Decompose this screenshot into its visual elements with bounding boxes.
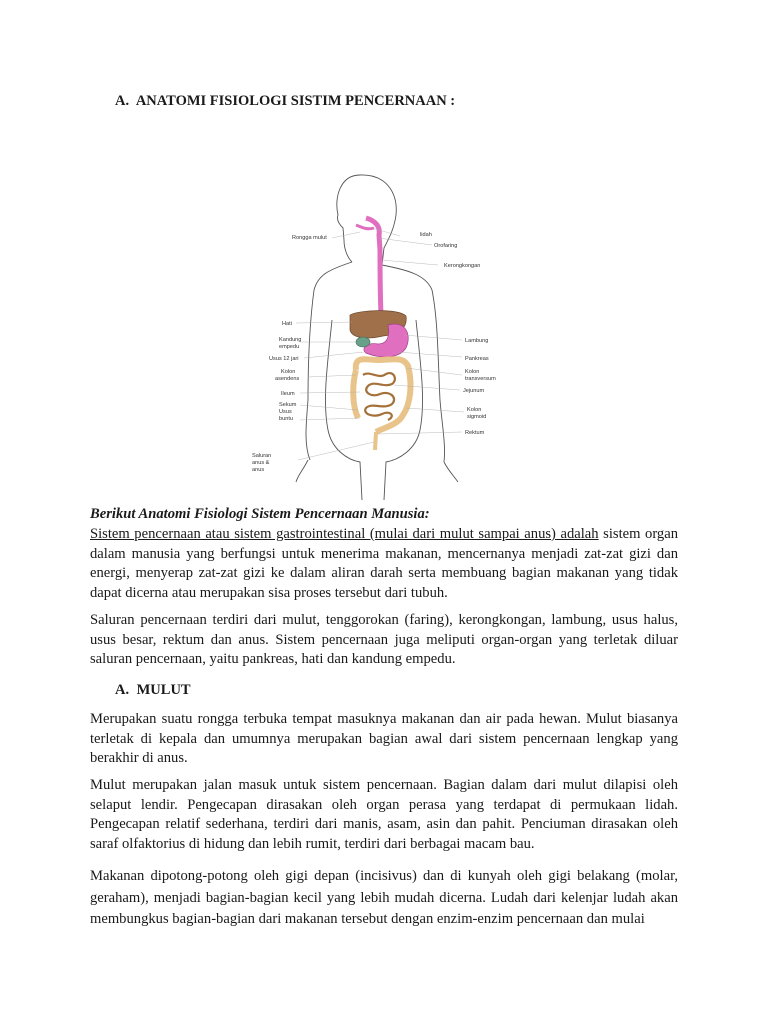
definition-underlined-text: Sistem pencernaan atau sistem gastrointestinal (mulai dari mulut sampai anus) adalah (90, 526, 599, 542)
section-heading-mulut (115, 682, 191, 699)
paragraph-mulut-pengecapan: Mulut merupakan jalan masuk untuk sistem pencernaan. Bagian dalam dari mulut dilapisi oleh selaput lendir. Pengecapan dirasakan oleh organ perasa yang terdapat di permukaan lidah. Pengecapan relatif sederhana, terdiri dari manis, asam, asin dan pahit. Penciuman dirasakan oleh saraf olfaktorius di hidung dan lebih rumit, terdiri dari berbagai macam bau. (90, 777, 678, 852)
label-hati: Hati (282, 321, 292, 327)
heading-text: MULUT (136, 682, 191, 698)
label-jejunum: Jejunum (463, 388, 485, 394)
label-kolon-transversum-2: transversum (465, 376, 496, 382)
label-lambung: Lambung (465, 338, 489, 344)
label-kolon-asendens-2: asendens (275, 376, 300, 382)
label-usus-buntu-2: buntu (279, 416, 293, 422)
label-kandung-2: empedu (279, 344, 300, 350)
gallbladder (356, 337, 370, 347)
heading-number: A. (115, 93, 130, 109)
label-kolon-sigmoid-2: sigmoid (467, 414, 487, 420)
label-lidah: lidah (420, 232, 432, 238)
figure-caption: Berikut Anatomi Fisiologi Sistem Pencernaan Manusia: (90, 506, 430, 522)
section-heading-anatomi (115, 93, 455, 110)
large-intestine (353, 359, 410, 432)
paragraph-saluran: Saluran pencernaan terdiri dari mulut, tenggorokan (faring), kerongkongan, lambung, usus halus, usus besar, rektum dan anus. Sistem pencernaan juga meliputi organ-organ yang terletak diluar saluran pencernaan, yaitu pankreas, hati dan kandung empedu. (90, 612, 678, 668)
definition-rest-text: sistem organ dalam manusia yang berfungsi untuk menerima makanan, mencernanya menjadi zat-zat gizi dan energi, menyerap zat-zat gizi ke dalam aliran darah serta membuang bagian makanan yang tidak dapat dicerna atau merupakan sisa proses tersebut dari tubuh. (90, 526, 678, 601)
paragraph-mulut-gigi: Makanan dipotong-potong oleh gigi depan (incisivus) dan di kunyah oleh gigi belakang (molar, geraham), menjadi bagian-bagian kecil yang lebih mudah dicerna. Ludah dari kelenjar ludah akan membungkus bagian-bagian dari makanan tersebut dengan enzim-enzim pencernaan dan mulai (90, 868, 678, 927)
paragraph-definition (90, 525, 678, 603)
rectum (375, 432, 376, 450)
label-rektum: Rektum (465, 430, 485, 436)
label-sekum: Sekum (279, 402, 297, 408)
heading-text: ANATOMI FISIOLOGI SISTIM PENCERNAAN : (135, 93, 456, 109)
label-kolon-transversum-1: Kolon (465, 369, 480, 375)
label-kandung-1: Kandung (279, 337, 302, 343)
label-kerongkongan: Kerongkongan (444, 263, 481, 269)
digestive-system-illustration (248, 170, 508, 500)
label-ileum: Ileum (281, 391, 295, 397)
digestive-system-figure (248, 170, 508, 500)
label-kolon-sigmoid-1: Kolon (467, 407, 482, 413)
label-usus-buntu-1: Usus (279, 409, 292, 415)
label-usus-12-jari: Usus 12 jari (269, 356, 299, 362)
label-orofaring: Orofaring (434, 243, 458, 249)
label-saluran-3: anus (252, 467, 265, 473)
tongue (356, 225, 374, 229)
label-pankreas: Pankreas (465, 356, 489, 362)
paragraph-mulut-definisi: Merupakan suatu rongga terbuka tempat masuknya makanan dan air pada hewan. Mulut biasanya terletak di kepala dan umumnya merupakan bagian awal dari sistem pencernaan lengkap yang berakhir di anus. (90, 711, 678, 767)
heading-number: A. (115, 682, 130, 698)
small-intestine (363, 373, 395, 420)
label-saluran-1: Saluran (252, 453, 272, 459)
label-rongga-mulut: Rongga mulut (292, 235, 327, 241)
label-kolon-asendens-1: Kolon (281, 369, 296, 375)
label-saluran-2: anus & (252, 460, 270, 466)
